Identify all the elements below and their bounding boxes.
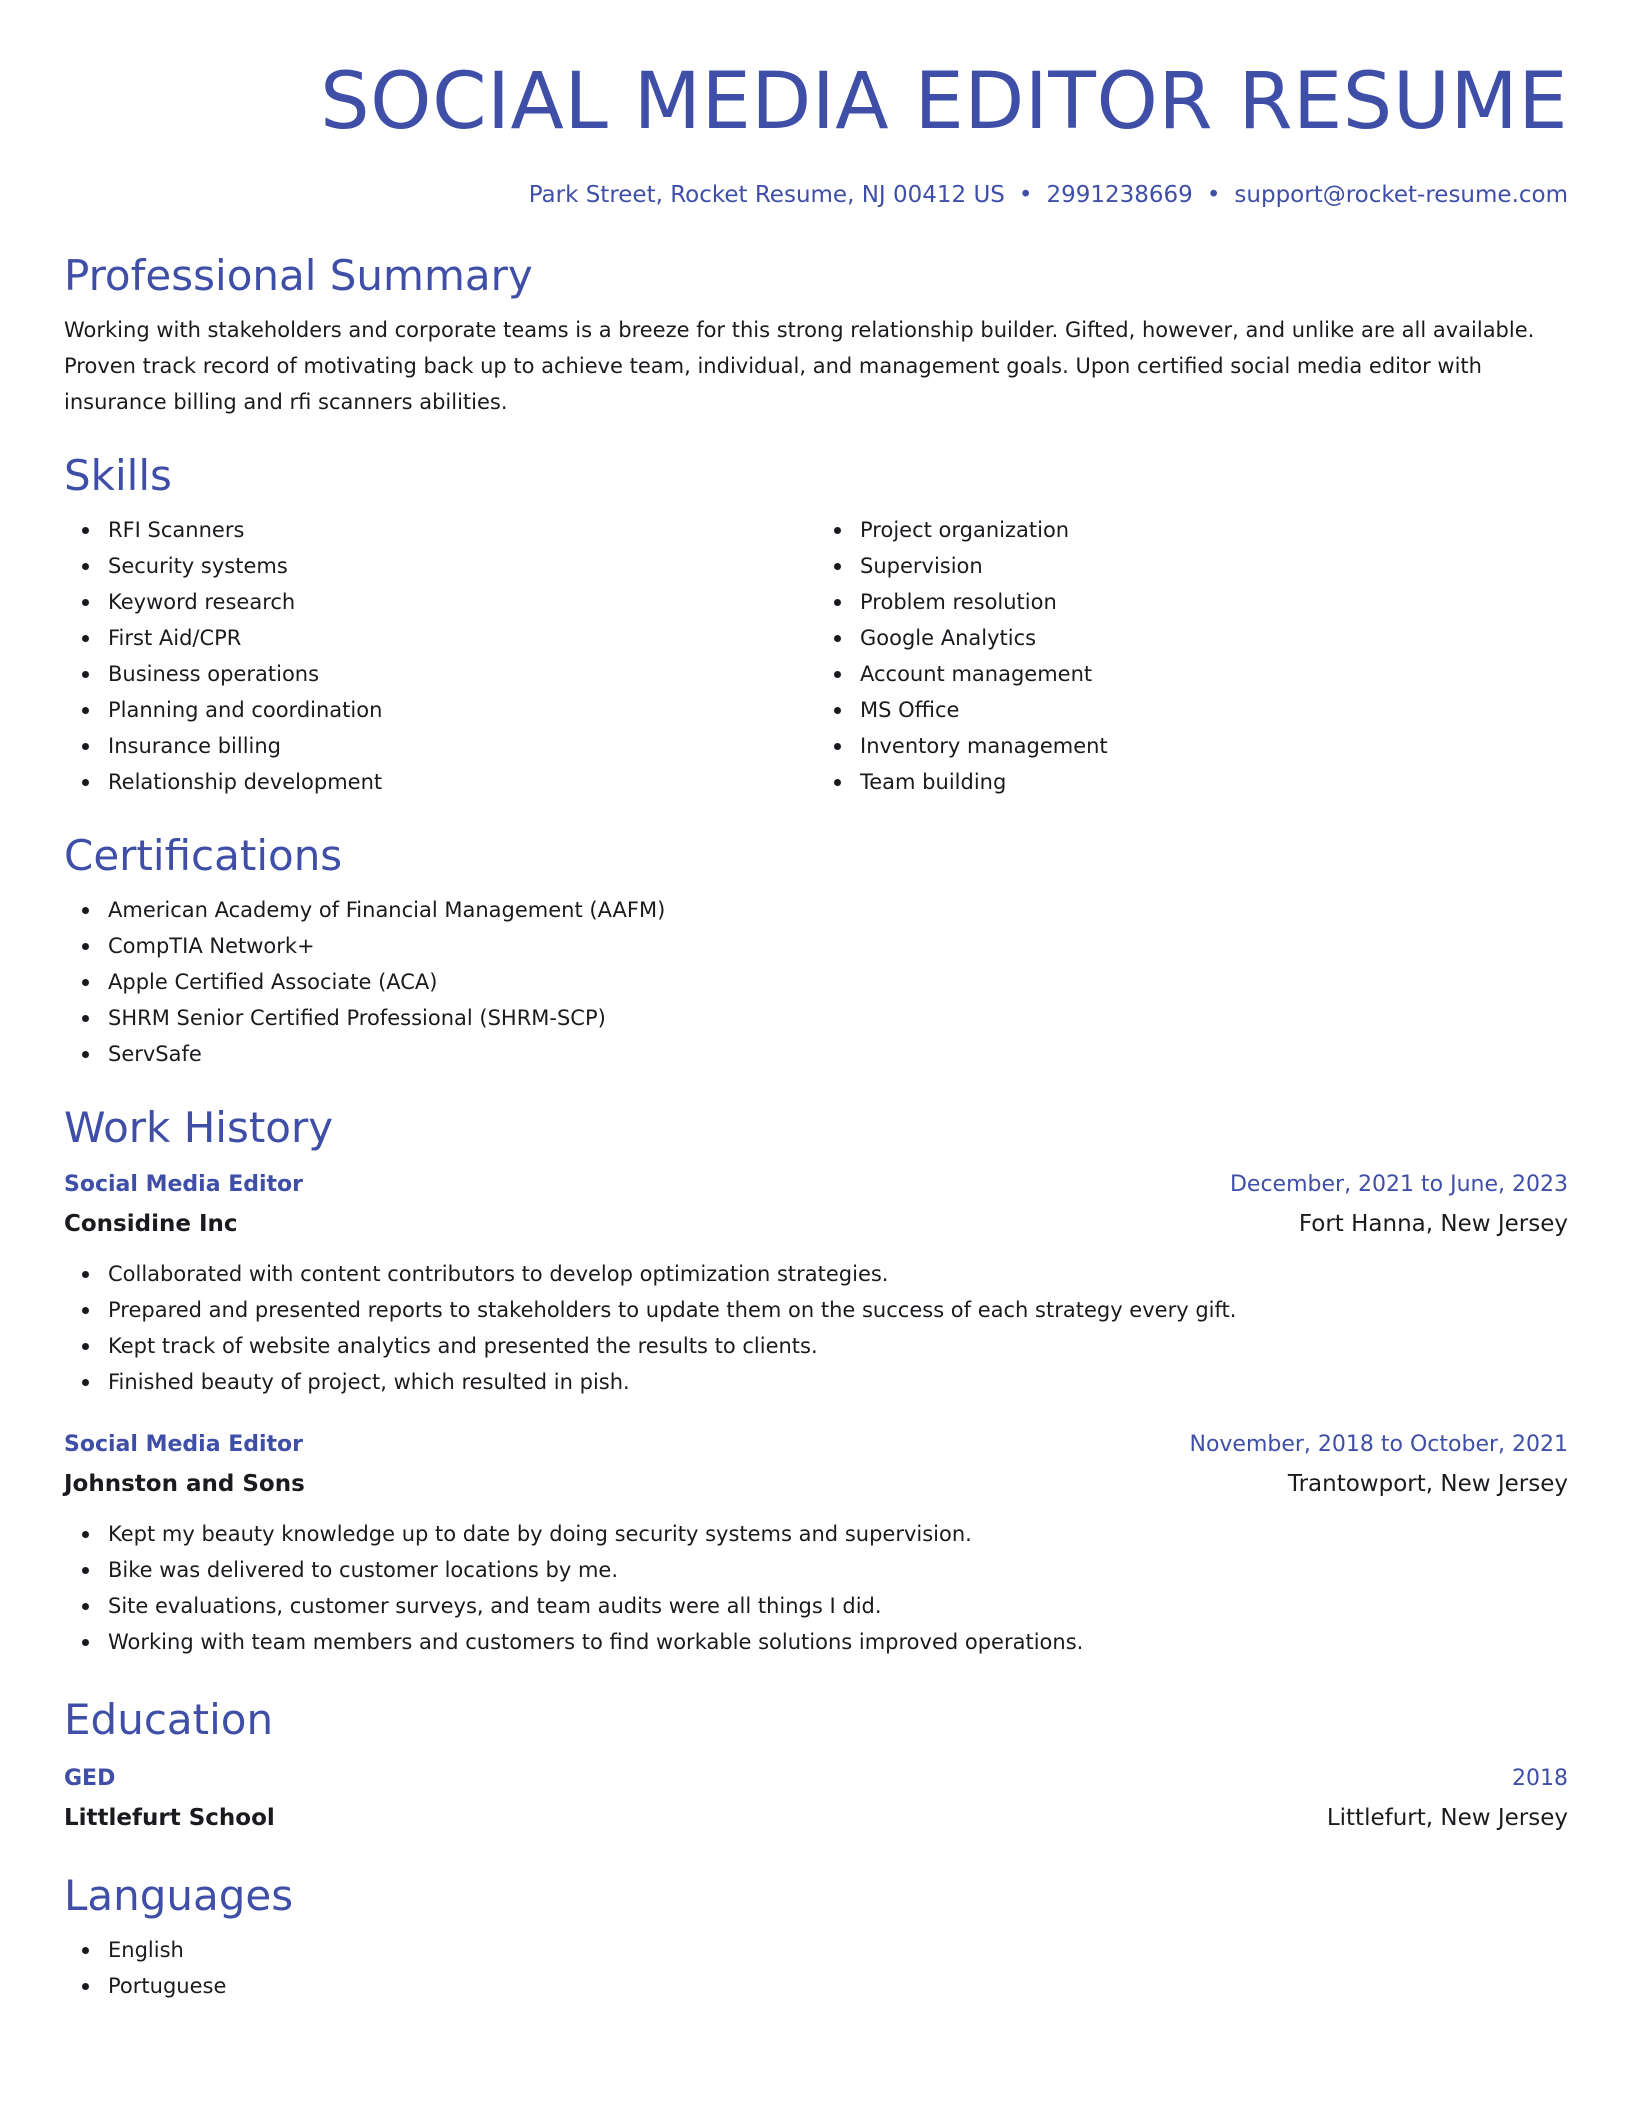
skill-item: Keyword research	[108, 584, 816, 620]
job-title: Social Media Editor	[64, 1172, 303, 1197]
skill-item: MS Office	[860, 692, 1568, 728]
languages-list	[64, 1932, 1568, 2004]
job-header-row	[64, 1426, 1568, 1464]
skill-item: Planning and coordination	[108, 692, 816, 728]
job-header-row	[64, 1166, 1568, 1204]
contact-separator: •	[1018, 182, 1033, 208]
job-company: Johnston and Sons	[64, 1471, 305, 1497]
languages-section	[64, 1870, 1568, 2004]
job-bullets	[64, 1256, 1568, 1400]
job-company: Considine Inc	[64, 1211, 238, 1237]
job-bullet: Site evaluations, customer surveys, and team audits were all things I did.	[108, 1588, 1568, 1624]
job-bullets	[64, 1516, 1568, 1660]
certification-item: ServSafe	[108, 1036, 1568, 1072]
education-entry	[64, 1760, 1568, 1838]
education-school: Littlefurt School	[64, 1805, 275, 1831]
skill-item: RFI Scanners	[108, 512, 816, 548]
education-section	[64, 1694, 1568, 1838]
job-bullet: Working with team members and customers to find workable solutions improved operations.	[108, 1624, 1568, 1660]
job-bullet: Collaborated with content contributors to develop optimization strategies.	[108, 1256, 1568, 1292]
languages-heading: Languages	[64, 1871, 294, 1920]
skill-item: Team building	[860, 764, 1568, 800]
certification-item: Apple Certified Associate (ACA)	[108, 964, 1568, 1000]
skill-item: Account management	[860, 656, 1568, 692]
education-school-row	[64, 1798, 1568, 1838]
contact-separator: •	[1206, 182, 1221, 208]
skill-item: Problem resolution	[860, 584, 1568, 620]
job-bullet: Kept my beauty knowledge up to date by doing security systems and supervision.	[108, 1516, 1568, 1552]
skill-item: Business operations	[108, 656, 816, 692]
skill-item: Google Analytics	[860, 620, 1568, 656]
job-title: Social Media Editor	[64, 1432, 303, 1457]
job-entry	[64, 1166, 1568, 1400]
skill-item: First Aid/CPR	[108, 620, 816, 656]
skill-item: Inventory management	[860, 728, 1568, 764]
skills-list-left	[64, 512, 816, 800]
language-item: Portuguese	[108, 1968, 1568, 2004]
skill-item: Supervision	[860, 548, 1568, 584]
job-company-row	[64, 1204, 1568, 1244]
certifications-heading: Certifications	[64, 831, 343, 880]
contact-email: support@rocket-resume.com	[1234, 182, 1568, 208]
job-bullet: Bike was delivered to customer locations by me.	[108, 1552, 1568, 1588]
summary-section	[64, 250, 1568, 420]
skills-section	[64, 450, 1568, 800]
education-header-row	[64, 1760, 1568, 1798]
job-bullet: Prepared and presented reports to stakeholders to update them on the success of each strategy every gift.	[108, 1292, 1568, 1328]
job-dates: November, 2018 to October, 2021	[1189, 1432, 1568, 1457]
certification-item: SHRM Senior Certified Professional (SHRM-SCP)	[108, 1000, 1568, 1036]
work-history-heading: Work History	[64, 1103, 334, 1152]
contact-address: Park Street, Rocket Resume, NJ 00412 US	[528, 182, 1005, 208]
job-location: Fort Hanna, New Jersey	[1298, 1211, 1568, 1237]
education-location: Littlefurt, New Jersey	[1326, 1805, 1568, 1831]
skill-item: Relationship development	[108, 764, 816, 800]
education-heading: Education	[64, 1695, 274, 1744]
certification-item: American Academy of Financial Management (AAFM)	[108, 892, 1568, 928]
skill-item: Project organization	[860, 512, 1568, 548]
certifications-list	[64, 892, 1568, 1072]
skills-columns	[64, 502, 1568, 800]
skill-item: Insurance billing	[108, 728, 816, 764]
summary-heading: Professional Summary	[64, 251, 533, 300]
education-year: 2018	[1512, 1766, 1568, 1791]
certifications-section	[64, 830, 1568, 1072]
contact-phone: 2991238669	[1046, 182, 1193, 208]
work-history-section	[64, 1102, 1568, 1660]
skills-list-right	[816, 512, 1568, 800]
job-bullet: Kept track of website analytics and presented the results to clients.	[108, 1328, 1568, 1364]
resume-title: SOCIAL MEDIA EDITOR RESUME	[320, 57, 1568, 147]
job-entry	[64, 1426, 1568, 1660]
contact-line	[64, 180, 1568, 210]
skill-item: Security systems	[108, 548, 816, 584]
education-degree: GED	[64, 1766, 116, 1791]
job-location: Trantowport, New Jersey	[1287, 1471, 1568, 1497]
job-dates: December, 2021 to June, 2023	[1229, 1172, 1568, 1197]
skills-heading: Skills	[64, 451, 172, 500]
job-bullet: Finished beauty of project, which resulted in pish.	[108, 1364, 1568, 1400]
job-company-row	[64, 1464, 1568, 1504]
language-item: English	[108, 1932, 1568, 1968]
summary-text: Working with stakeholders and corporate teams is a breeze for this strong relationship builder. Gifted, however, and unlike are all available. Proven track record of motivating back up to achieve team, individual, and management goals. Upon certified social media editor with insurance billing and rfi scanners abilities.	[64, 318, 1535, 414]
certification-item: CompTIA Network+	[108, 928, 1568, 964]
